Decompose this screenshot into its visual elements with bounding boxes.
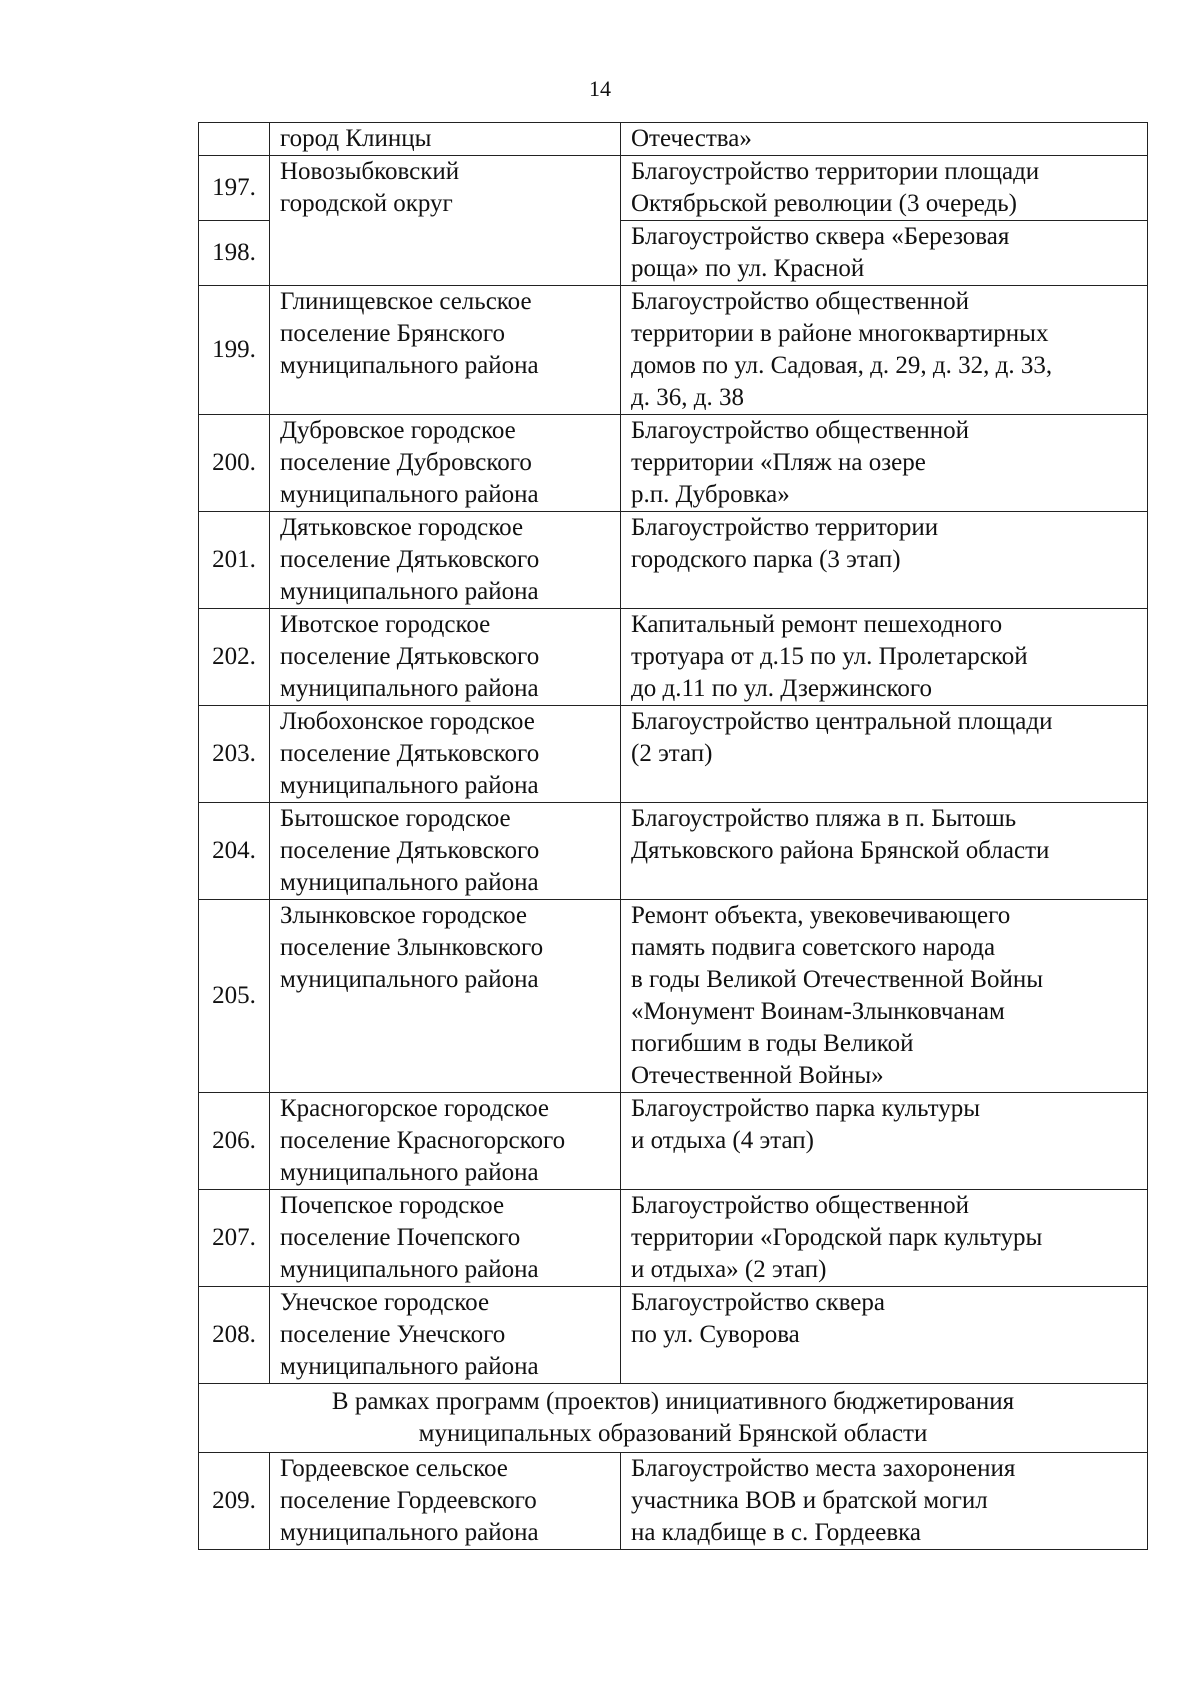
project-cell-line: память подвига советского народа — [631, 934, 996, 961]
project-cell-line: р.п. Дубровка» — [631, 481, 790, 508]
municipality-cell — [270, 286, 621, 415]
section-header-line: муниципальных образований Брянской области — [418, 1420, 928, 1447]
project-cell-line: до д.11 по ул. Дзержинского — [631, 675, 933, 702]
project-cell-line: домов по ул. Садовая, д. 29, д. 32, д. 33, — [631, 352, 1053, 379]
municipality-cell-line: поселение Брянского — [280, 320, 506, 347]
table-row — [199, 609, 1148, 706]
municipality-cell-line: муниципального района — [280, 675, 539, 702]
project-cell — [621, 706, 1148, 803]
municipality-cell — [270, 156, 621, 286]
project-cell — [621, 1287, 1148, 1384]
row-number: 197. — [199, 156, 270, 221]
row-number: 204. — [199, 803, 270, 900]
project-cell-line: Благоустройство сквера — [631, 1289, 885, 1316]
municipality-cell-line: Бытошское городское — [280, 805, 511, 832]
row-number: 200. — [199, 415, 270, 512]
table-row — [199, 286, 1148, 415]
municipality-cell-line: муниципального района — [280, 578, 539, 605]
project-cell-line: Благоустройство общественной — [631, 417, 969, 444]
municipality-cell-line: муниципального района — [280, 1256, 539, 1283]
project-cell — [621, 415, 1148, 512]
municipality-cell-line: Унечское городское — [280, 1289, 490, 1316]
row-number: 205. — [199, 900, 270, 1093]
row-number: 198. — [199, 221, 270, 286]
project-cell-line: Капитальный ремонт пешеходного — [631, 611, 1003, 638]
municipality-cell-line: муниципального района — [280, 869, 539, 896]
project-cell-line: территории в районе многоквартирных — [631, 320, 1049, 347]
project-cell — [621, 1190, 1148, 1287]
municipality-cell-line: поселение Злынковского — [280, 934, 544, 961]
project-cell-line: погибшим в годы Великой — [631, 1030, 914, 1057]
projects-table — [198, 122, 1148, 1550]
project-cell-line: в годы Великой Отечественной Войны — [631, 966, 1043, 993]
municipality-cell-line: Красногорское городское — [280, 1095, 550, 1122]
municipality-cell — [270, 609, 621, 706]
project-cell-line: «Монумент Воинам-Злынковчанам — [631, 998, 1005, 1025]
municipality-cell-line: муниципального района — [280, 481, 539, 508]
municipality-cell-line: Гордеевское сельское — [280, 1455, 508, 1482]
project-cell-line: Благоустройство территории площади — [631, 158, 1040, 185]
project-cell — [621, 123, 1148, 156]
section-header-line: В рамках программ (проектов) инициативного бюджетирования — [331, 1388, 1015, 1415]
project-cell-line: тротуара от д.15 по ул. Пролетарской — [631, 643, 1028, 670]
municipality-cell — [270, 803, 621, 900]
municipality-cell — [270, 706, 621, 803]
project-cell-line: и отдыха (4 этап) — [631, 1127, 814, 1154]
municipality-cell-line: муниципального района — [280, 1353, 539, 1380]
project-cell — [621, 900, 1148, 1093]
municipality-cell — [270, 1453, 621, 1550]
municipality-cell — [270, 415, 621, 512]
project-cell-line: Благоустройство центральной площади — [631, 708, 1053, 735]
municipality-cell — [270, 1093, 621, 1190]
project-cell — [621, 1453, 1148, 1550]
municipality-cell — [270, 900, 621, 1093]
project-cell-line: (2 этап) — [631, 740, 713, 767]
municipality-cell-line: Ивотское городское — [280, 611, 491, 638]
project-cell-line: Благоустройство места захоронения — [631, 1455, 1016, 1482]
municipality-cell-line: поселение Почепского — [280, 1224, 521, 1251]
project-cell-line: Благоустройство территории — [631, 514, 939, 541]
municipality-cell — [270, 1287, 621, 1384]
municipality-cell-line: Новозыбковский — [280, 158, 460, 185]
municipality-cell-line: поселение Дубровского — [280, 449, 532, 476]
table-row — [199, 1093, 1148, 1190]
project-cell — [621, 286, 1148, 415]
row-number: 203. — [199, 706, 270, 803]
row-number: 206. — [199, 1093, 270, 1190]
page-number: 14 — [589, 76, 611, 101]
row-number: 209. — [199, 1453, 270, 1550]
municipality-cell-line: Дубровское городское — [280, 417, 516, 444]
project-cell-line: Ремонт объекта, увековечивающего — [631, 902, 1011, 929]
municipality-cell-line: поселение Дятьковского — [280, 740, 540, 767]
project-cell-line: городского парка (3 этап) — [631, 546, 901, 573]
municipality-cell-line: городской округ — [280, 190, 453, 217]
municipality-cell-line: муниципального района — [280, 966, 539, 993]
project-cell — [621, 156, 1148, 221]
project-cell-line: Отечества» — [631, 125, 752, 152]
municipality-cell-line: муниципального района — [280, 772, 539, 799]
section-header-row — [199, 1384, 1148, 1453]
municipality-cell-line: Глинищевское сельское — [280, 288, 532, 315]
table-row — [199, 900, 1148, 1093]
table-row — [199, 415, 1148, 512]
table-row — [199, 1453, 1148, 1550]
municipality-cell-line: Почепское городское — [280, 1192, 505, 1219]
row-number: 202. — [199, 609, 270, 706]
municipality-cell — [270, 512, 621, 609]
table-row — [199, 706, 1148, 803]
project-cell — [621, 221, 1148, 286]
row-number — [199, 123, 270, 156]
municipality-cell-line: поселение Дятьковского — [280, 546, 540, 573]
municipality-cell-line: поселение Унечского — [280, 1321, 506, 1348]
project-cell-line: на кладбище в с. Гордеевка — [631, 1519, 922, 1546]
project-cell — [621, 512, 1148, 609]
project-cell-line: Благоустройство парка культуры — [631, 1095, 980, 1122]
municipality-cell — [270, 1190, 621, 1287]
municipality-cell-line: Злынковское городское — [280, 902, 528, 929]
project-cell — [621, 1093, 1148, 1190]
project-cell-line: роща» по ул. Красной — [631, 255, 865, 282]
table-row — [199, 156, 1148, 221]
project-cell-line: территории «Городской парк культуры — [631, 1224, 1043, 1251]
municipality-cell-line: город Клинцы — [280, 125, 432, 152]
table-row — [199, 1287, 1148, 1384]
project-cell-line: Благоустройство пляжа в п. Бытошь — [631, 805, 1017, 832]
project-cell-line: Благоустройство общественной — [631, 288, 969, 315]
project-cell-line: д. 36, д. 38 — [631, 384, 744, 411]
municipality-cell-line: муниципального района — [280, 1159, 539, 1186]
project-cell-line: участника ВОВ и братской могил — [631, 1487, 988, 1514]
row-number: 207. — [199, 1190, 270, 1287]
project-cell-line: Октябрьской революции (3 очередь) — [631, 190, 1017, 217]
municipality-cell-line: муниципального района — [280, 1519, 539, 1546]
table-row — [199, 512, 1148, 609]
municipality-cell-line: Дятьковское городское — [280, 514, 524, 541]
municipality-cell-line: поселение Дятьковского — [280, 643, 540, 670]
row-number: 201. — [199, 512, 270, 609]
municipality-cell-line: муниципального района — [280, 352, 539, 379]
project-cell-line: Отечественной Войны» — [631, 1062, 884, 1089]
table-row — [199, 803, 1148, 900]
project-cell — [621, 609, 1148, 706]
table-row — [199, 123, 1148, 156]
project-cell-line: Благоустройство сквера «Березовая — [631, 223, 1010, 250]
municipality-cell-line: Любохонское городское — [280, 708, 535, 735]
row-number: 199. — [199, 286, 270, 415]
project-cell-line: территории «Пляж на озере — [631, 449, 926, 476]
table-row — [199, 1190, 1148, 1287]
project-cell-line: Благоустройство общественной — [631, 1192, 969, 1219]
municipality-cell — [270, 123, 621, 156]
project-cell-line: по ул. Суворова — [631, 1321, 800, 1348]
municipality-cell-line: поселение Гордеевского — [280, 1487, 537, 1514]
row-number: 208. — [199, 1287, 270, 1384]
project-cell-line: Дятьковского района Брянской области — [631, 837, 1050, 864]
project-cell-line: и отдыха» (2 этап) — [631, 1256, 827, 1283]
project-cell — [621, 803, 1148, 900]
section-header — [199, 1384, 1148, 1453]
municipality-cell-line: поселение Красногорского — [280, 1127, 566, 1154]
table-body — [199, 123, 1148, 1550]
municipality-cell-line: поселение Дятьковского — [280, 837, 540, 864]
